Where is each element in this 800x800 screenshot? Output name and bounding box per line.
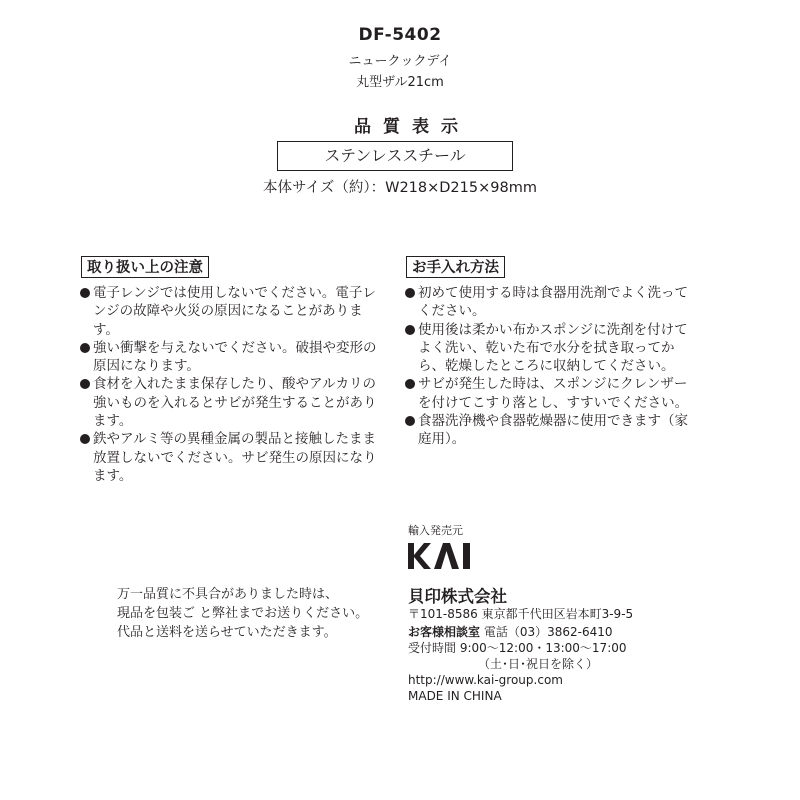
list-item: 電子レンジでは使用しないでください。電子レンジの故障や火災の原因になることがあります。 xyxy=(79,284,379,339)
company-address: 〒101-8586 東京都千代田区岩本町3-9-5 xyxy=(408,607,634,621)
list-item: サビが発生した時は、スポンジにクレンザーを付けてこすり落とし、すすいでください。 xyxy=(404,375,689,412)
list-item: 食器洗浄機や食器乾燥器に使用できます（家庭用）。 xyxy=(404,412,689,449)
list-item: 鉄やアルミ等の異種金属の製品と接触したまま放置しないでください。サビ発生の原因になります。 xyxy=(79,430,379,485)
list-item: 初めて使用する時は食器用洗剤でよく洗ってください。 xyxy=(404,284,689,321)
company-name: 貝印株式会社 xyxy=(408,587,507,606)
notice-line: 代品と送料を送らせていただきます。 xyxy=(117,625,337,640)
customer-center xyxy=(408,624,613,640)
care-list xyxy=(404,284,689,449)
importer-label: 輸入発売元 xyxy=(408,524,463,537)
customer-label: お客様相談室 xyxy=(408,625,481,639)
list-item: 使用後は柔かい布かスポンジに洗剤を付けてよく洗い、乾いた布で水分を拭き取ってから、乾燥したところに収納してください。 xyxy=(404,321,689,376)
material-box: ステンレススチール xyxy=(277,141,513,171)
kai-logo xyxy=(408,543,478,569)
quality-notice xyxy=(117,585,407,642)
quality-title: 品質表示 xyxy=(354,117,470,137)
series-name: ニュークックデイ xyxy=(348,54,452,69)
origin-label: MADE IN CHINA xyxy=(408,689,502,703)
phone-number: 電話（03）3862-6410 xyxy=(483,625,613,639)
list-item: 食材を入れたまま保存したり、酸やアルカリの強いものを入れるとサビが発生することがあります。 xyxy=(79,375,379,430)
hours-note: （土･日･祝日を除く） xyxy=(478,657,599,671)
business-hours: 受付時間 9:00～12:00・13:00～17:00 xyxy=(408,641,627,655)
list-item: 強い衝撃を与えないでください。破損や変形の原因になります。 xyxy=(79,339,379,376)
notice-line: 現品を包装ご と弊社までお送りください。 xyxy=(117,606,369,621)
company-url: http://www.kai-group.com xyxy=(408,673,563,687)
product-name: 丸型ザル21cm xyxy=(356,75,444,90)
handling-list xyxy=(79,284,379,485)
handling-heading: 取り扱い上の注意 xyxy=(81,256,209,278)
model-number: DF-5402 xyxy=(358,25,442,45)
size-text: 本体サイズ（約）：W218×D215×98mm xyxy=(263,180,537,196)
notice-line: 万一品質に不具合がありました時は、 xyxy=(117,587,339,602)
care-heading: お手入れ方法 xyxy=(406,256,505,278)
